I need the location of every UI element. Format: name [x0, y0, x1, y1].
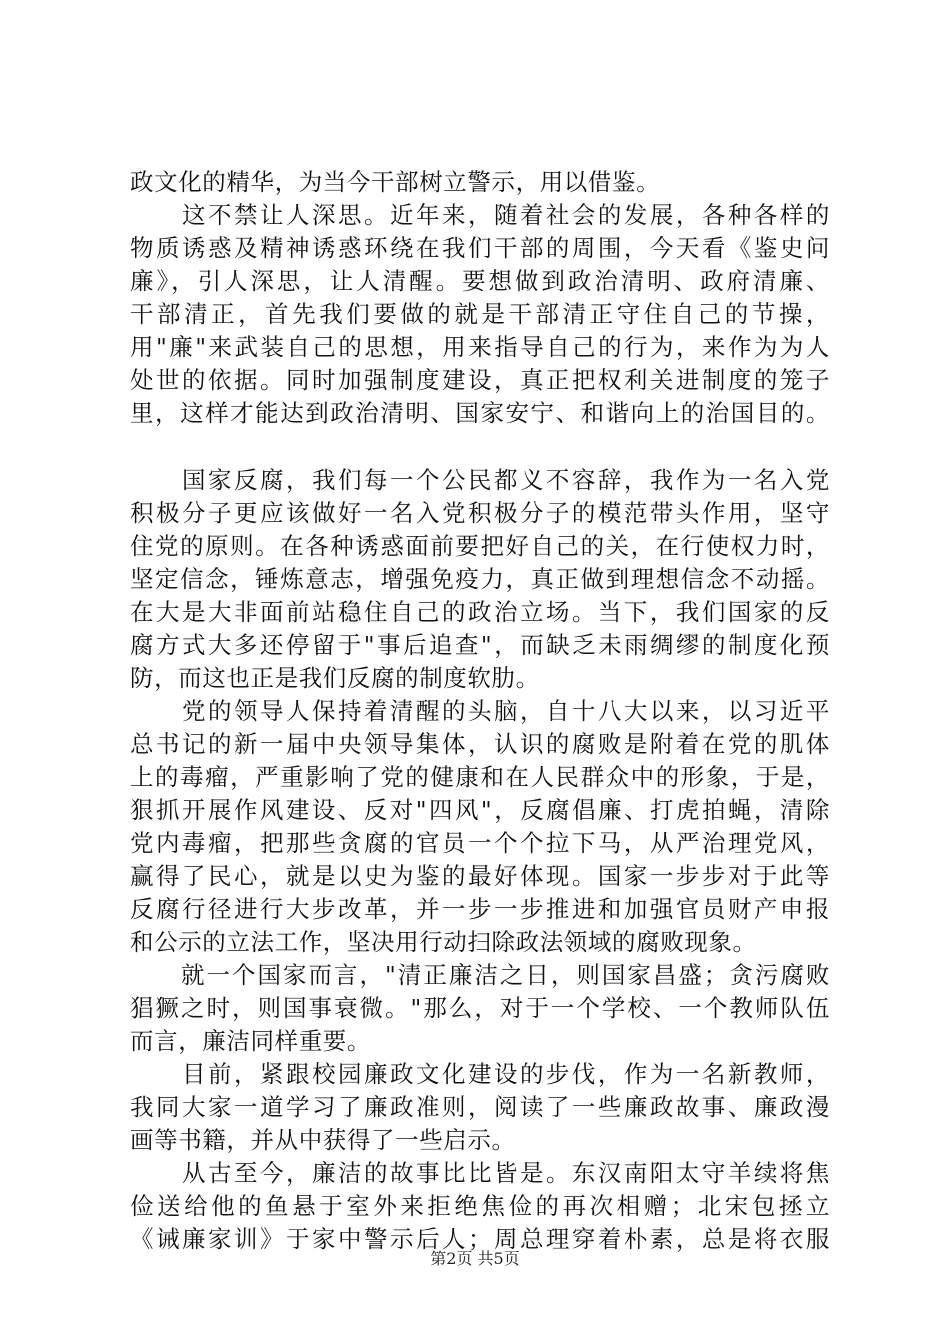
text-line: 就一个国家而言，"清正廉洁之日，则国家昌盛；贪污腐败 — [130, 961, 830, 989]
text-line: 积极分子更应该做好一名入党积极分子的模范带头作用，坚守 — [130, 499, 830, 527]
text-line: 目前，紧跟校园廉政文化建设的步伐，作为一名新教师， — [130, 1060, 830, 1088]
text-line: 防，而这也正是我们反腐的制度软肋。 — [130, 664, 540, 692]
text-line: 和公示的立法工作，坚决用行动扫除政法领域的腐败现象。 — [130, 928, 757, 956]
text-line: 赢得了民心，就是以史为鉴的最好体现。国家一步步对于此等 — [130, 862, 830, 890]
text-line: 上的毒瘤，严重影响了党的健康和在人民群众中的形象，于是， — [130, 763, 830, 791]
text-line: 物质诱惑及精神诱惑环绕在我们干部的周围，今天看《鉴史问 — [130, 234, 830, 262]
page-number-footer: 第2页 共5页 — [430, 1249, 520, 1268]
text-line: 总书记的新一届中央领导集体，认识的腐败是附着在党的肌体 — [130, 730, 830, 758]
text-line: 党内毒瘤，把那些贪腐的官员一个个拉下马，从严治理党风， — [130, 829, 830, 857]
text-line: 而言，廉洁同样重要。 — [130, 1027, 371, 1055]
paragraph-gap — [130, 430, 830, 464]
text-line: 我同大家一道学习了廉政准则，阅读了一些廉政故事、廉政漫 — [130, 1093, 830, 1121]
text-line: 《诫廉家训》于家中警示后人；周总理穿着朴素，总是将衣服 — [130, 1225, 830, 1253]
text-line: 处世的依据。同时加强制度建设，真正把权利关进制度的笼子 — [130, 366, 830, 394]
body-text — [130, 166, 830, 1256]
text-line: 猖獗之时，则国事衰微。"那么，对于一个学校、一个教师队伍 — [130, 994, 830, 1022]
text-line: 住党的原则。在各种诱惑面前要把好自己的关，在行使权力时， — [130, 532, 830, 560]
text-line: 政文化的精华，为当今干部树立警示，用以借鉴。 — [130, 168, 661, 196]
text-line: 在大是大非面前站稳住自己的政治立场。当下，我们国家的反 — [130, 598, 830, 626]
text-line: 狠抓开展作风建设、反对"四风"，反腐倡廉、打虎拍蝇，清除 — [130, 796, 830, 824]
text-line: 廉》，引人深思，让人清醒。要想做到政治清明、政府清廉、 — [130, 267, 830, 295]
text-line: 用"廉"来武装自己的思想，用来指导自己的行为，来作为为人 — [130, 333, 830, 361]
text-line: 从古至今，廉洁的故事比比皆是。东汉南阳太守羊续将焦 — [130, 1159, 830, 1187]
text-line: 里，这样才能达到政治清明、国家安宁、和谐向上的治国目的。 — [130, 399, 830, 427]
text-line: 国家反腐，我们每一个公民都义不容辞，我作为一名入党 — [130, 466, 830, 494]
text-line: 画等书籍，并从中获得了一些启示。 — [130, 1126, 516, 1154]
text-line: 反腐行径进行大步改革，并一步一步推进和加强官员财产申报 — [130, 895, 830, 923]
text-line: 这不禁让人深思。近年来，随着社会的发展，各种各样的 — [130, 201, 830, 229]
text-line: 俭送给他的鱼悬于室外来拒绝焦俭的再次相赠；北宋包拯立 — [130, 1192, 830, 1220]
text-line: 党的领导人保持着清醒的头脑，自十八大以来，以习近平 — [130, 697, 830, 725]
text-line: 坚定信念，锤炼意志，增强免疫力，真正做到理想信念不动摇。 — [130, 565, 830, 593]
text-line: 干部清正，首先我们要做的就是干部清正守住自己的节操， — [130, 300, 830, 328]
text-line: 腐方式大多还停留于"事后追查"，而缺乏未雨绸缪的制度化预 — [130, 631, 830, 659]
